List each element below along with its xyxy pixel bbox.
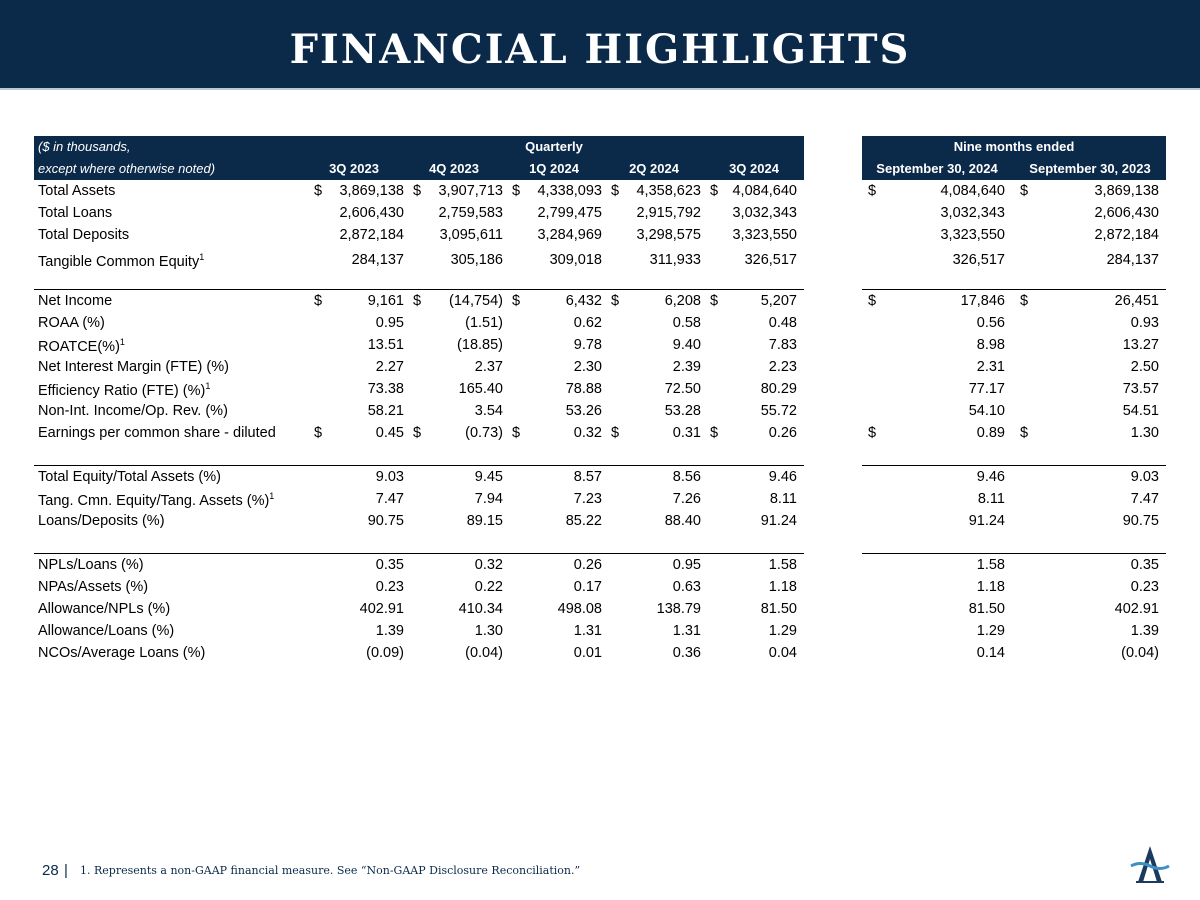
table-cell: 305,186	[450, 252, 503, 268]
table-cell: 91.24	[760, 513, 797, 529]
table-cell: 0.04	[768, 645, 797, 661]
table-cell: 0.26	[573, 557, 602, 573]
units-note-line1: ($ in thousands,	[38, 139, 131, 154]
table-cell: 55.72	[760, 403, 797, 419]
row-label	[38, 359, 229, 375]
table-cell: 284,137	[1106, 252, 1159, 268]
table-cell: 7.83	[768, 337, 797, 353]
table-cell: 58.21	[367, 403, 404, 419]
table-cell: 284,137	[351, 252, 404, 268]
currency-symbol: $	[413, 293, 422, 309]
table-cell: 0.93	[1130, 315, 1159, 331]
table-cell: 2,872,184	[1094, 227, 1159, 243]
table-cell: 80.29	[760, 381, 797, 397]
table-cell: 0.14	[976, 645, 1005, 661]
table-cell: 0.23	[375, 579, 404, 595]
table-cell: 0.95	[375, 315, 404, 331]
table-cell: (0.04)	[1121, 645, 1159, 661]
currency-symbol: $	[1020, 293, 1029, 309]
quarterly-label: Quarterly	[525, 139, 583, 154]
row-label-text: Total Equity/Total Assets (%)	[38, 469, 221, 485]
nine-months-header	[862, 136, 1166, 158]
row-label-text: NPLs/Loans (%)	[38, 557, 144, 573]
table-cell: 1.39	[375, 623, 404, 639]
row-label-text: Total Loans	[38, 205, 113, 221]
row-label-text: Allowance/Loans (%)	[38, 623, 175, 639]
table-cell: 9.46	[976, 469, 1005, 485]
table-row	[34, 379, 1166, 401]
column-header-4q-2023: 4Q 2023	[429, 161, 479, 176]
table-cell: 1.58	[768, 557, 797, 573]
table-cell: (14,754)	[448, 293, 503, 309]
row-label	[38, 425, 276, 441]
row-label-text: Total Assets	[38, 183, 116, 199]
currency-symbol: $	[710, 425, 719, 441]
column-header-3q-2023: 3Q 2023	[329, 161, 379, 176]
table-cell: 89.15	[466, 513, 503, 529]
row-label-text: NPAs/Assets (%)	[38, 579, 149, 595]
currency-symbol: $	[868, 425, 877, 441]
table-cell: 3,284,969	[537, 227, 602, 243]
row-label	[38, 315, 105, 331]
units-header-line1	[34, 136, 304, 158]
table-cell: 54.51	[1122, 403, 1159, 419]
currency-symbol: $	[611, 183, 620, 199]
table-cell: 1.39	[1130, 623, 1159, 639]
table-cell: 8.11	[769, 491, 797, 507]
row-label	[38, 623, 174, 639]
section-divider	[862, 553, 1166, 554]
table-cell: 4,338,093	[537, 183, 602, 199]
table-cell: 3,323,550	[732, 227, 797, 243]
table-cell: 0.23	[1130, 579, 1159, 595]
table-row	[34, 599, 1166, 621]
table-cell: 402.91	[1114, 601, 1159, 617]
table-cell: 326,517	[744, 252, 797, 268]
row-label	[38, 403, 228, 419]
row-label	[38, 293, 112, 309]
table-row	[34, 643, 1166, 665]
table-cell: 326,517	[952, 252, 1005, 268]
row-label	[38, 183, 115, 199]
table-cell: 0.01	[573, 645, 602, 661]
column-header-1q-2024: 1Q 2024	[529, 161, 579, 176]
row-label	[38, 601, 170, 617]
nine-months-label: Nine months ended	[953, 139, 1075, 154]
table-cell: 402.91	[359, 601, 404, 617]
currency-symbol: $	[611, 425, 620, 441]
table-cell: 26,451	[1114, 293, 1159, 309]
table-cell: 2.31	[976, 359, 1005, 375]
row-label-text: Tangible Common Equity	[38, 253, 200, 270]
table-cell: 1.30	[474, 623, 503, 639]
currency-symbol: $	[611, 293, 620, 309]
table-cell: 3,869,138	[1094, 183, 1159, 199]
table-cell: 0.22	[474, 579, 503, 595]
section-divider	[862, 289, 1166, 290]
table-cell: 53.28	[664, 403, 701, 419]
table-cell: 410.34	[458, 601, 503, 617]
table-row	[34, 511, 1166, 533]
table-cell: 0.45	[375, 425, 404, 441]
table-cell: 88.40	[664, 513, 701, 529]
table-cell: 8.56	[672, 469, 701, 485]
table-cell: 0.62	[573, 315, 602, 331]
table-cell: 73.57	[1122, 381, 1159, 397]
currency-symbol: $	[512, 183, 521, 199]
page-title: FINANCIAL HIGHLIGHTS	[289, 26, 911, 73]
table-cell: 3.54	[474, 403, 503, 419]
table-cell: 2,606,430	[339, 205, 404, 221]
currency-symbol: $	[1020, 183, 1029, 199]
table-cell: 2.39	[672, 359, 701, 375]
table-cell: 3,095,611	[439, 227, 503, 243]
table-cell: 17,846	[960, 293, 1005, 309]
table-cell: 7.23	[573, 491, 602, 507]
table-cell: 1.29	[768, 623, 797, 639]
table-cell: 7.47	[1130, 491, 1159, 507]
company-logo-icon	[1128, 842, 1172, 886]
table-cell: 9,161	[367, 293, 404, 309]
table-cell: 81.50	[760, 601, 797, 617]
table-cell: 2.27	[375, 359, 404, 375]
table-cell: 3,032,343	[732, 205, 797, 221]
table-cell: 1.18	[768, 579, 797, 595]
table-cell: 6,432	[565, 293, 602, 309]
table-cell: 2,915,792	[636, 205, 701, 221]
table-cell: 90.75	[367, 513, 404, 529]
table-cell: 1.18	[976, 579, 1005, 595]
table-row	[34, 181, 1166, 203]
footer-separator: |	[64, 862, 68, 879]
row-label-text: Non-Int. Income/Op. Rev. (%)	[38, 403, 228, 419]
table-row	[34, 577, 1166, 599]
footnote: 1. Represents a non-GAAP financial measure. See “Non-GAAP Disclosure Reconciliation.”	[80, 864, 581, 877]
table-cell: 5,207	[760, 293, 797, 309]
row-label	[38, 205, 112, 221]
table-cell: 4,084,640	[940, 183, 1005, 199]
table-cell: 0.31	[672, 425, 701, 441]
row-label-text: Total Deposits	[38, 227, 130, 243]
units-note-line2: except where otherwise noted)	[38, 161, 216, 176]
column-header-2q-2024: 2Q 2024	[629, 161, 679, 176]
table-cell: 0.89	[976, 425, 1005, 441]
section-divider	[862, 465, 1166, 466]
table-cell: 8.11	[977, 491, 1005, 507]
table-cell: 8.98	[976, 337, 1005, 353]
table-row	[34, 225, 1166, 247]
table-cell: 1.30	[1130, 425, 1159, 441]
table-cell: 8.57	[573, 469, 602, 485]
table-row	[34, 423, 1166, 445]
table-cell: 13.27	[1122, 337, 1159, 353]
quarterly-header	[304, 136, 804, 158]
table-row	[34, 203, 1166, 225]
table-cell: 78.88	[565, 381, 602, 397]
table-cell: 72.50	[664, 381, 701, 397]
table-cell: 9.46	[768, 469, 797, 485]
table-row	[34, 401, 1166, 423]
table-cell: (0.04)	[465, 645, 503, 661]
table-row	[34, 335, 1166, 357]
row-label-text: Allowance/NPLs (%)	[38, 601, 171, 617]
currency-symbol: $	[710, 183, 719, 199]
table-cell: 1.58	[976, 557, 1005, 573]
table-cell: (18.85)	[457, 337, 503, 353]
table-cell: 138.79	[656, 601, 701, 617]
table-row	[34, 467, 1166, 489]
currency-symbol: $	[314, 293, 323, 309]
row-label-text: Tang. Cmn. Equity/Tang. Assets (%)	[38, 492, 270, 509]
table-cell: 2.37	[474, 359, 503, 375]
table-cell: 2,799,475	[537, 205, 602, 221]
row-label-text: ROATCE(%)	[38, 338, 120, 355]
row-label	[38, 513, 165, 529]
table-row	[34, 357, 1166, 379]
table-cell: 0.95	[672, 557, 701, 573]
table-cell: 2,872,184	[339, 227, 404, 243]
table-cell: 3,323,550	[940, 227, 1005, 243]
table-row	[34, 489, 1166, 511]
row-label-text: Net Income	[38, 293, 113, 309]
footnote-marker: 1	[199, 252, 205, 262]
currency-symbol: $	[868, 293, 877, 309]
table-cell: 81.50	[968, 601, 1005, 617]
table-cell: 7.94	[474, 491, 503, 507]
table-cell: 0.35	[375, 557, 404, 573]
table-cell: (1.51)	[465, 315, 503, 331]
section-divider	[34, 289, 804, 290]
row-label	[38, 579, 148, 595]
table-cell: (0.09)	[366, 645, 404, 661]
table-cell: 165.40	[458, 381, 503, 397]
row-label-text: Earnings per common share - diluted	[38, 425, 276, 441]
row-label-text: NCOs/Average Loans (%)	[38, 645, 206, 661]
table-cell: 13.51	[367, 337, 404, 353]
currency-symbol: $	[710, 293, 719, 309]
table-cell: 2.23	[768, 359, 797, 375]
table-cell: 3,907,713	[438, 183, 503, 199]
table-cell: 311,933	[649, 252, 701, 268]
row-label-text: Net Interest Margin (FTE) (%)	[38, 359, 229, 375]
table-cell: 309,018	[549, 252, 602, 268]
table-cell: 77.17	[968, 381, 1005, 397]
currency-symbol: $	[314, 425, 323, 441]
table-cell: 0.32	[474, 557, 503, 573]
table-cell: 6,208	[664, 293, 701, 309]
table-cell: 54.10	[968, 403, 1005, 419]
column-header-sep-2024: September 30, 2024	[876, 161, 998, 176]
table-row	[34, 313, 1166, 335]
table-cell: 0.56	[976, 315, 1005, 331]
table-row	[34, 555, 1166, 577]
table-cell: 3,298,575	[636, 227, 701, 243]
row-label	[38, 491, 274, 509]
section-divider	[34, 553, 804, 554]
table-cell: 85.22	[565, 513, 602, 529]
currency-symbol: $	[413, 183, 422, 199]
table-cell: 0.32	[573, 425, 602, 441]
table-cell: 498.08	[557, 601, 602, 617]
table-cell: 1.29	[976, 623, 1005, 639]
column-headers-nine-months	[862, 158, 1166, 180]
table-cell: 0.48	[768, 315, 797, 331]
table-cell: 0.63	[672, 579, 701, 595]
table-cell: 2,759,583	[438, 205, 503, 221]
column-header-sep-2023: September 30, 2023	[1029, 161, 1151, 176]
section-divider	[34, 465, 804, 466]
table-cell: 4,358,623	[636, 183, 701, 199]
row-label	[38, 227, 129, 243]
table-cell: 9.40	[672, 337, 701, 353]
row-label-text: Loans/Deposits (%)	[38, 513, 165, 529]
table-cell: 3,869,138	[339, 183, 404, 199]
table-cell: 0.35	[1130, 557, 1159, 573]
table-cell: 2,606,430	[1094, 205, 1159, 221]
currency-symbol: $	[868, 183, 877, 199]
table-cell: 53.26	[565, 403, 602, 419]
table-cell: 7.47	[375, 491, 404, 507]
table-cell: 2.30	[573, 359, 602, 375]
footnote-marker: 1	[205, 381, 211, 391]
table-cell: 0.17	[573, 579, 602, 595]
table-cell: 0.26	[768, 425, 797, 441]
footnote-marker: 1	[269, 491, 275, 501]
column-header-3q-2024: 3Q 2024	[729, 161, 779, 176]
table-cell: 73.38	[367, 381, 404, 397]
table-cell: 3,032,343	[940, 205, 1005, 221]
table-cell: 0.36	[672, 645, 701, 661]
column-headers-quarterly	[304, 158, 804, 180]
row-label	[38, 252, 204, 270]
currency-symbol: $	[512, 293, 521, 309]
table-cell: 2.50	[1130, 359, 1159, 375]
table-cell: 1.31	[573, 623, 602, 639]
row-label	[38, 337, 125, 355]
currency-symbol: $	[512, 425, 521, 441]
page-number: 28	[42, 862, 59, 879]
row-label	[38, 381, 210, 399]
table-cell: 1.31	[672, 623, 701, 639]
table-cell: 9.03	[375, 469, 404, 485]
currency-symbol: $	[314, 183, 323, 199]
table-cell: 9.03	[1130, 469, 1159, 485]
table-cell: 91.24	[968, 513, 1005, 529]
row-label-text: Efficiency Ratio (FTE) (%)	[38, 382, 206, 399]
table-cell: 0.58	[672, 315, 701, 331]
footnote-marker: 1	[119, 337, 125, 347]
table-cell: 4,084,640	[732, 183, 797, 199]
row-label	[38, 645, 205, 661]
table-cell: 7.26	[672, 491, 701, 507]
table-cell: 9.45	[474, 469, 503, 485]
table-row	[34, 291, 1166, 313]
table-cell: 9.78	[573, 337, 602, 353]
table-cell: 90.75	[1122, 513, 1159, 529]
row-label	[38, 469, 221, 485]
title-banner	[0, 0, 1200, 90]
table-row	[34, 621, 1166, 643]
table-row	[34, 250, 1166, 272]
currency-symbol: $	[413, 425, 422, 441]
row-label	[38, 557, 144, 573]
table-cell: (0.73)	[465, 425, 503, 441]
row-label-text: ROAA (%)	[38, 315, 105, 331]
currency-symbol: $	[1020, 425, 1029, 441]
